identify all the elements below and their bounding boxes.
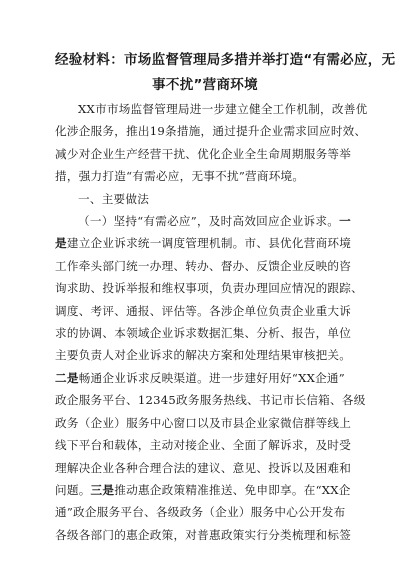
lead-three: 三是: [90, 482, 115, 497]
para2-line-2: 政企服务平台、12345政务服务热线、书记市长信箱、各级: [55, 393, 366, 408]
document-title: [55, 48, 396, 98]
para1-text: 建立企业诉求统一调度管理机制。市、县优化营商环境: [66, 236, 352, 251]
lead-one-part1: 一: [339, 214, 351, 229]
para3-line-3: 各级各部门的惠企政策，对普惠政策实行分类梳理和标签: [55, 527, 352, 542]
para3-line-2: 通”政企服务平台、各级政务（企业）服务中心公开发布: [55, 505, 346, 520]
para2-last-text: 问题。: [55, 482, 91, 497]
para1-line-6: 主要负责人对企业诉求的解决方案和处理结果审核把关。: [55, 348, 352, 363]
para2-line-1: [55, 367, 355, 389]
intro-line-3: 减少对企业生产经营干扰、优化企业全生命周期服务等举: [55, 146, 352, 161]
section-heading: 一、主要做法: [78, 191, 150, 206]
para1-line-3: 询求助、投诉举报和维权事项，负责办理回应情况的跟踪、: [55, 281, 363, 296]
intro-line-2: 化涉企服务，推出19条措施，通过提升企业需求回应时效、: [55, 124, 367, 139]
subsection-heading-line: [55, 210, 355, 232]
para3-line-1: [55, 479, 355, 501]
para2-text: 畅通企业诉求反映渠道。进一步建好用好“XX企通”: [78, 370, 345, 385]
lead-one-part2: 是: [55, 236, 67, 251]
para1-line-1: [55, 232, 355, 254]
para3-text: 推动惠企政策精准推送、免申即享。在“XX企: [114, 482, 351, 497]
lead-two: 二是: [55, 370, 79, 385]
para1-line-4: 调度、考评、通报、评估等。各涉企单位负责企业重大诉: [55, 303, 352, 318]
subsection-heading: （一）坚持“有需必应”，及时高效回应企业诉求。: [78, 214, 340, 229]
para1-line-5: 求的协调、本领域企业诉求数据汇集、分析、报告，单位: [55, 326, 352, 341]
para2-line-4: 线下平台和载体，主动对接企业、全面了解诉求，及时受: [55, 438, 352, 453]
title-line-2: 事不扰”营商环境: [152, 77, 258, 93]
intro-line-1: XX市市场监督管理局进一步建立健全工作机制，改善优: [78, 102, 368, 116]
intro-line-4: 措，强力打造“有需必应，无事不扰”营商环境。: [55, 169, 305, 184]
para2-line-5: 理解决企业各种合理合法的建议、意见、投诉以及困难和: [55, 460, 352, 475]
document-body: [55, 98, 368, 546]
para1-line-2: 工作牵头部门统一办理、转办、督办、反馈企业反映的咨: [55, 258, 352, 273]
title-line-1: 经验材料：市场监督管理局多措并举打造“有需必应，无: [55, 52, 396, 68]
para2-line-3: 政务（企业）服务中心窗口以及市县企业家微信群等线上: [55, 415, 352, 430]
